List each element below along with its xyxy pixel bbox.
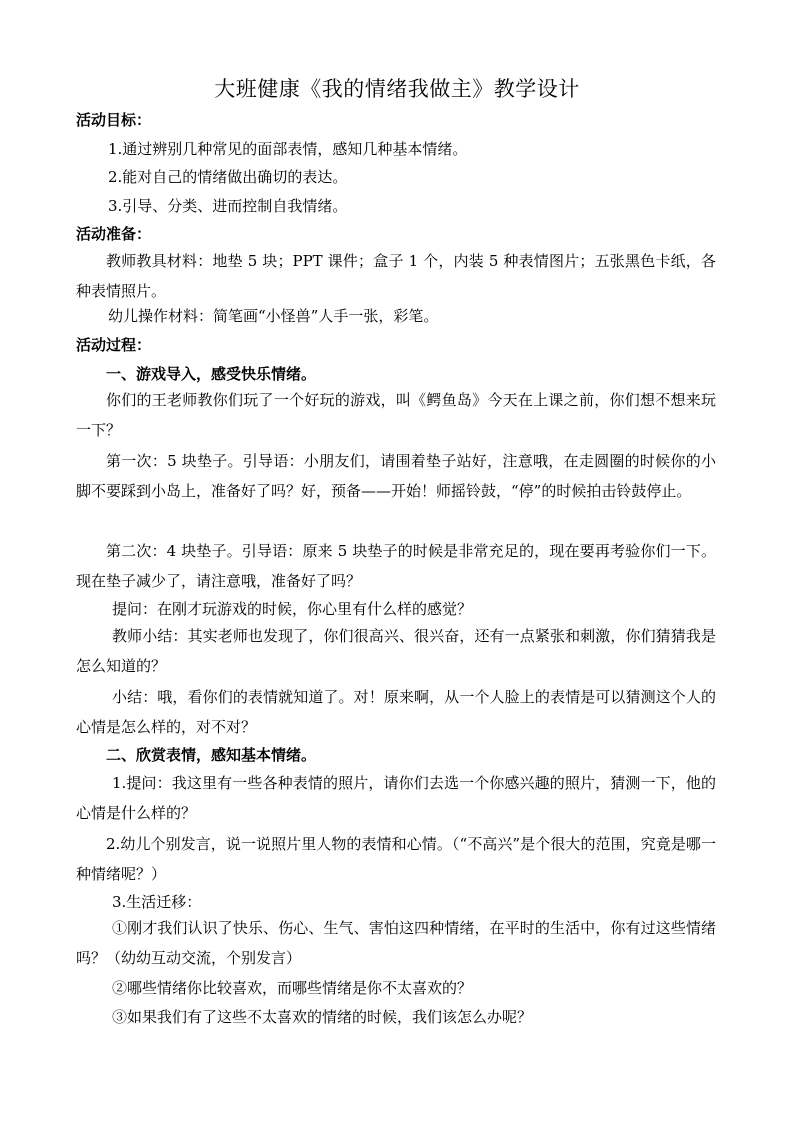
section1-paragraph: 提问：在刚才玩游戏的时候，你心里有什么样的感觉？	[112, 600, 473, 618]
section2-paragraph: 1.提问：我这里有一些各种表情的照片，请你们去选一个你感兴趣的照片，猜测一下，他的心情是什么样的？	[76, 774, 716, 822]
section2-paragraph: ②哪些情绪你比较喜欢，而哪些情绪是你不太喜欢的？	[112, 979, 473, 997]
prep-child-paragraph: 幼儿操作材料：简笔画“小怪兽”人手一张，彩笔。	[108, 307, 439, 325]
section2-paragraph: ①刚才我们认识了快乐、伤心、生气、害怕这四种情绪，在平时的生活中，你有过这些情绪吗？（幼幼互动交流，个别发言）	[76, 919, 716, 967]
section2-paragraph: 3.生活迁移：	[112, 893, 202, 911]
section1-paragraph: 小结：哦，看你们的表情就知道了。对！原来啊，从一个人脸上的表情是可以猜测这个人的心情是怎么样的，对不对？	[76, 688, 716, 736]
goal-item: 2.能对自己的情绪做出确切的表达。	[108, 168, 348, 186]
prep-teacher-paragraph: 教师教具材料：地垫 5 块；PPT 课件；盒子 1 个，内装 5 种表情图片；五张黑色卡纸，各种表情照片。	[76, 252, 716, 300]
section2-paragraph: 2.幼儿个别发言，说一说照片里人物的表情和心情。（“不高兴”是个很大的范围，究竟是哪一种情绪呢？）	[76, 835, 716, 883]
section1-paragraph: 你们的王老师教你们玩了一个好玩的游戏，叫《鳄鱼岛》今天在上课之前，你们想不想来玩一下？	[76, 391, 716, 439]
prep-heading: 活动准备：	[76, 225, 152, 243]
process-heading: 活动过程：	[76, 336, 152, 354]
document-title: 大班健康《我的情绪我做主》教学设计	[214, 77, 580, 101]
section2-paragraph: ③如果我们有了这些不太喜欢的情绪的时候，我们该怎么办呢？	[112, 1008, 533, 1026]
goal-item: 3.引导、分类、进而控制自我情绪。	[108, 197, 348, 215]
section1-paragraph: 教师小结：其实老师也发现了，你们很高兴、很兴奋，还有一点紧张和刺激，你们猜猜我是怎么知道的？	[76, 627, 716, 675]
section1-heading: 一、游戏导入，感受快乐情绪。	[106, 365, 317, 383]
goal-item: 1.通过辨别几种常见的面部表情，感知几种基本情绪。	[108, 140, 468, 158]
section1-paragraph: 第二次：4 块垫子。引导语：原来 5 块垫子的时候是非常充足的，现在要再考验你们一下。现在垫子减少了，请注意哦，准备好了吗？	[76, 542, 716, 590]
goals-heading: 活动目标：	[76, 111, 152, 129]
section2-heading: 二、欣赏表情，感知基本情绪。	[106, 746, 317, 764]
section1-paragraph: 第一次：5 块垫子。引导语：小朋友们，请围着垫子站好，注意哦，在走圆圈的时候你的小脚不要踩到小岛上，准备好了吗？好，预备——开始！师摇铃鼓，“停”的时候拍击铃鼓停止。	[76, 452, 716, 500]
